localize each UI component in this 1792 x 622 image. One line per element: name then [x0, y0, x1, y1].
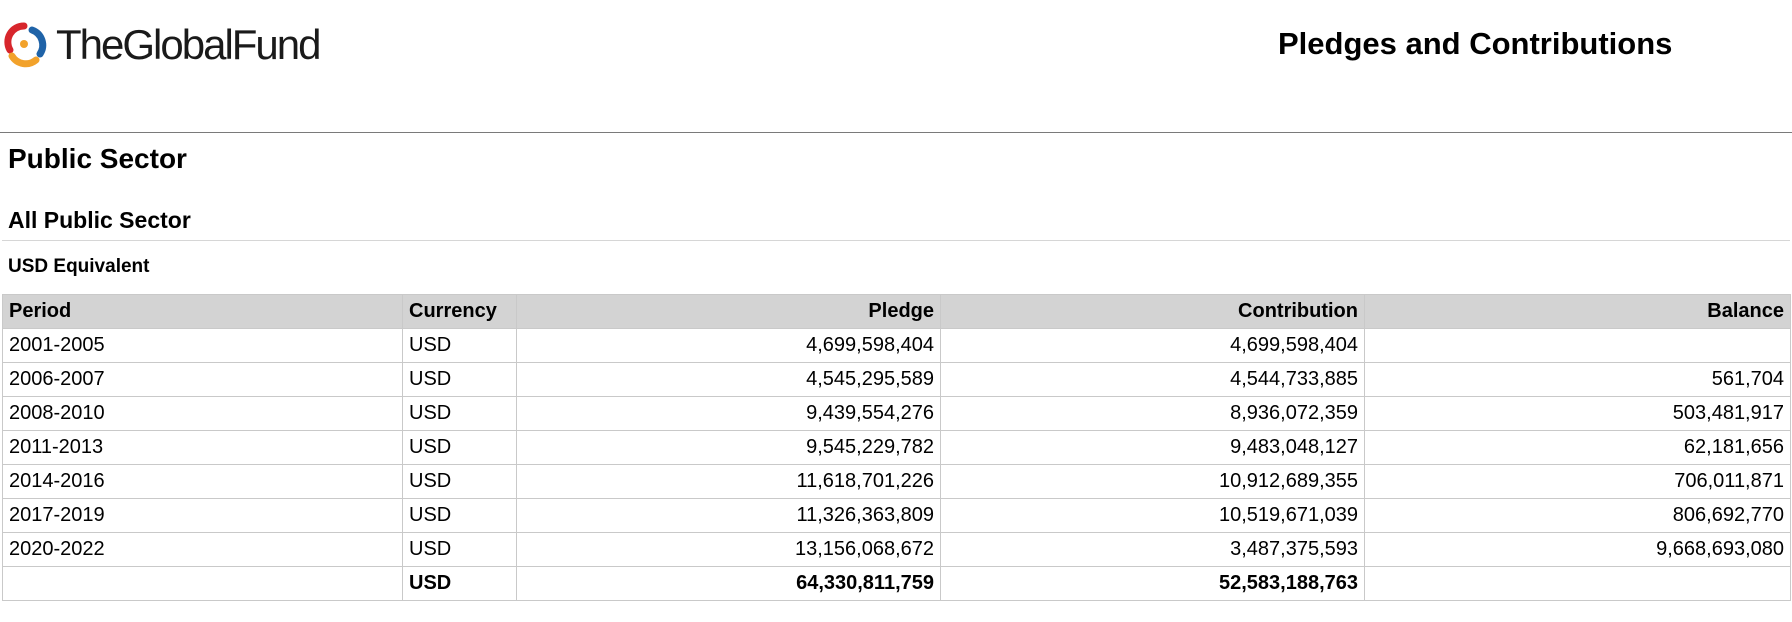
pledge-cell: 11,618,701,226 — [517, 465, 941, 499]
pledge-cell: 9,439,554,276 — [517, 397, 941, 431]
period-cell: 2008-2010 — [3, 397, 403, 431]
column-header-balance[interactable]: Balance — [1365, 295, 1791, 329]
report-title: Pledges and Contributions — [1278, 26, 1673, 61]
currency-cell: USD — [403, 465, 517, 499]
column-header-pledge[interactable]: Pledge — [517, 295, 941, 329]
total-contribution-cell: 52,583,188,763 — [941, 567, 1365, 601]
pledges-table — [2, 294, 1791, 601]
period-cell: 2014-2016 — [3, 465, 403, 499]
table-total-row — [3, 567, 1791, 601]
total-balance-cell — [1365, 567, 1791, 601]
balance-cell: 503,481,917 — [1365, 397, 1791, 431]
contribution-cell: 10,912,689,355 — [941, 465, 1365, 499]
balance-cell: 806,692,770 — [1365, 499, 1791, 533]
total-currency-cell: USD — [403, 567, 517, 601]
period-cell: 2001-2005 — [3, 329, 403, 363]
table-row — [3, 499, 1791, 533]
contribution-cell: 8,936,072,359 — [941, 397, 1365, 431]
table-row — [3, 397, 1791, 431]
table-row — [3, 465, 1791, 499]
currency-cell: USD — [403, 533, 517, 567]
logo-wordmark: TheGlobalFund — [56, 21, 320, 68]
pledge-cell: 11,326,363,809 — [517, 499, 941, 533]
column-header-currency[interactable]: Currency — [403, 295, 517, 329]
period-cell: 2020-2022 — [3, 533, 403, 567]
pledge-cell: 9,545,229,782 — [517, 431, 941, 465]
period-cell: 2017-2019 — [3, 499, 403, 533]
total-period-cell — [3, 567, 403, 601]
total-pledge-cell: 64,330,811,759 — [517, 567, 941, 601]
currency-cell: USD — [403, 329, 517, 363]
table-header-row — [3, 295, 1791, 329]
contribution-cell: 9,483,048,127 — [941, 431, 1365, 465]
pledge-cell: 4,699,598,404 — [517, 329, 941, 363]
table-row — [3, 363, 1791, 397]
contribution-cell: 3,487,375,593 — [941, 533, 1365, 567]
currency-cell: USD — [403, 397, 517, 431]
section-title: Public Sector — [8, 143, 187, 174]
table-row — [3, 329, 1791, 363]
currency-cell: USD — [403, 499, 517, 533]
contribution-cell: 4,544,733,885 — [941, 363, 1365, 397]
balance-cell: 62,181,656 — [1365, 431, 1791, 465]
contribution-cell: 10,519,671,039 — [941, 499, 1365, 533]
global-fund-logo[interactable] — [2, 22, 320, 68]
balance-cell: 561,704 — [1365, 363, 1791, 397]
subsection-title: All Public Sector — [8, 207, 191, 233]
table-row — [3, 533, 1791, 567]
pledge-cell: 4,545,295,589 — [517, 363, 941, 397]
balance-cell: 9,668,693,080 — [1365, 533, 1791, 567]
balance-cell — [1365, 329, 1791, 363]
currency-cell: USD — [403, 431, 517, 465]
table-row — [3, 431, 1791, 465]
currency-cell: USD — [403, 363, 517, 397]
subsection-divider — [2, 240, 1790, 241]
header-divider — [0, 132, 1792, 133]
currency-label: USD Equivalent — [8, 256, 150, 277]
pledge-cell: 13,156,068,672 — [517, 533, 941, 567]
column-header-period[interactable]: Period — [3, 295, 403, 329]
global-fund-logo-icon — [2, 22, 50, 68]
contribution-cell: 4,699,598,404 — [941, 329, 1365, 363]
page-header — [0, 0, 1792, 132]
period-cell: 2006-2007 — [3, 363, 403, 397]
balance-cell: 706,011,871 — [1365, 465, 1791, 499]
column-header-contribution[interactable]: Contribution — [941, 295, 1365, 329]
period-cell: 2011-2013 — [3, 431, 403, 465]
